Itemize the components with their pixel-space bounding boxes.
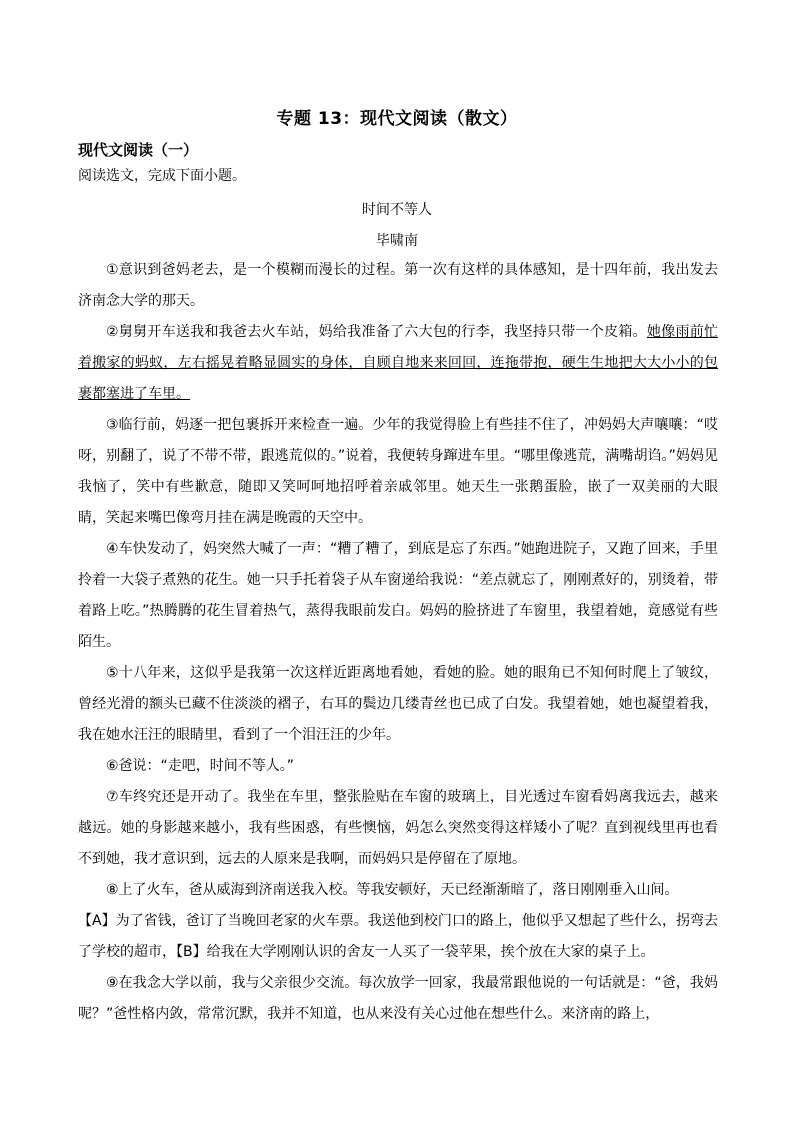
paragraph-8: ⑧上了火车，爸从威海到济南送我入校。等我安顿好，天已经渐渐暗了，落日刚刚垂入山间。 xyxy=(106,882,679,898)
paragraph-1: ①意识到爸妈老去，是一个模糊而漫长的过程。第一次有这样的具体感知，是十四年前，我出发去济南念大学的那天。 xyxy=(78,262,718,309)
paragraph-3: ③临行前，妈逐一把包裹拆开来检查一遍。少年的我觉得脸上有些挂不住了，冲妈妈大声嚷嚷：“哎呀，别翻了，说了不带不带，跟逃荒似的。”说着，我便转身蹿进车里。“哪里像逃荒，满嘴胡诌。”妈妈见我恼了，笑中有些歉意，随即又笑呵呵地招呼着亲戚邻里。她天生一张鹅蛋脸，嵌了一双美丽的大眼睛，笑起来嘴巴像弯月挂在满是晚霞的天空中。 xyxy=(78,417,718,526)
paragraph-5: ⑤十八年来，这似乎是我第一次这样近距离地看她，看她的脸。她的眼角已不知何时爬上了皱纹，曾经光滑的额头已藏不住淡淡的褶子，右耳的鬓边几缕青丝也已成了白发。我望着她，她也凝望着我，我在她水汪汪的眼睛里，看到了一个泪汪汪的少年。 xyxy=(78,665,718,743)
paragraph-9: ⑨在我念大学以前，我与父亲很少交流。每次放学一回家，我最常跟他说的一句话就是：“爸，我妈呢？”爸性格内敛，常常沉默，我并不知道，也从来没有关心过他在想些什么。来济南的路上， xyxy=(78,975,718,1022)
paragraph-8-continued: 【A】为了省钱，爸订了当晚回老家的火车票。我送他到校门口的路上，他似乎又想起了些什么，拐弯去了学校的超市，【B】给我在大学刚刚认识的舍友一人买了一袋苹果，挨个放在大家的桌子上。 xyxy=(78,913,718,960)
passage-body xyxy=(78,255,718,1030)
paragraph-2-text: ②舅舅开车送我和我爸去火车站，妈给我准备了六大包的行李，我坚持只带一个皮箱。 xyxy=(106,324,647,340)
paragraph-7: ⑦车终究还是开动了。我坐在车里，整张脸贴在车窗的玻璃上，目光透过车窗看妈离我远去，越来越远。她的身影越来越小，我有些困惑，有些懊恼，妈怎么突然变得这样矮小了呢？直到视线里再也看不到她，我才意识到，远去的人原来是我啊，而妈妈只是停留在了原地。 xyxy=(78,789,718,867)
section-heading: 现代文阅读（一） xyxy=(78,141,199,159)
paragraph-2 xyxy=(78,317,718,410)
passage-author: 毕啸南 xyxy=(376,233,418,249)
passage-title: 时间不等人 xyxy=(362,202,432,218)
instruction-text: 阅读选文，完成下面小题。 xyxy=(78,168,246,184)
paragraph-4: ④车快发动了，妈突然大喊了一声：“糟了糟了，到底是忘了东西。”她跑进院子，又跑了回来，手里拎着一大袋子煮熟的花生。她一只手托着袋子从车窗递给我说：“差点就忘了，刚刚煮好的，别烫着，带着路上吃。”热腾腾的花生冒着热气，蒸得我眼前发白。妈妈的脸挤进了车窗里，我望着她，竟感觉有些陌生。 xyxy=(78,541,718,650)
paragraph-6: ⑥爸说：“走吧，时间不等人。” xyxy=(106,758,295,774)
underlined-sentence: 她像雨前忙着搬家的蚂蚁，左右摇晃着略显圆实的身体，自顾自地来来回回，连拖带抱，硬生生地把大大小小的包裹都塞进了车里。 xyxy=(78,324,718,402)
document-title: 专题 13：现代文阅读（散文） xyxy=(276,109,518,129)
